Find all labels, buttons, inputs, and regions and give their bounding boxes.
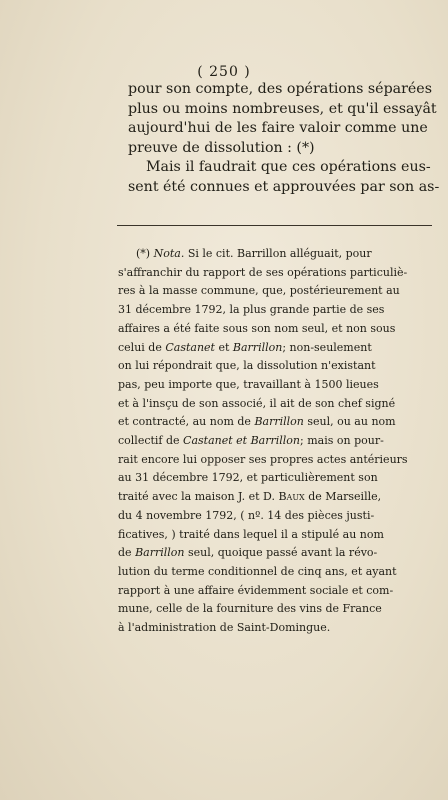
footnote-line: pas, peu importe que, travaillant à 1500 lieues (118, 377, 379, 391)
body-line: pour son compte, des opérations séparées (128, 81, 432, 97)
footnote-line: celui de Castanet et Barrillon; non-seulement (118, 340, 372, 354)
footnote-line: rapport à une affaire évidemment sociale et com- (118, 583, 394, 597)
footnote-line: du 4 novembre 1792, ( nº. 14 des pièces justi- (118, 508, 375, 522)
footnote-line: mune, celle de la fourniture des vins de France (118, 602, 382, 616)
footnote-line: 31 décembre 1792, la plus grande partie de ses (118, 303, 385, 317)
footnote-line: affaires a été faite sous son nom seul, et non sous (118, 321, 396, 335)
body-line: preuve de dissolution : (*) (128, 139, 315, 156)
footnote-separator-rule (117, 225, 432, 226)
footnote-line: rait encore lui opposer ses propres actes antérieurs (118, 452, 408, 466)
footnote-line: (*) Nota. Si le cit. Barrillon alléguait, pour (136, 247, 372, 260)
body-line: sent été connues et approuvées par son as- (128, 178, 440, 195)
body-paragraph (128, 80, 440, 197)
body-line: plus ou moins nombreuses, et qu'il essayât (128, 100, 437, 117)
footnote-line: s'affranchir du rapport de ses opérations particuliè- (118, 265, 408, 279)
footnote-line: ficatives, ) traité dans lequel il a stipulé au nom (118, 527, 384, 541)
footnote-line: au 31 décembre 1792, et particulièrement son (118, 471, 378, 485)
footnote-line: lution du terme conditionnel de cinq ans, et ayant (118, 564, 397, 578)
footnote-line: et contracté, au nom de Barrillon seul, ou au nom (118, 415, 396, 429)
footnote-line: et à l'insçu de son associé, il ait de son chef signé (118, 396, 396, 410)
footnote-line: collectif de Castanet et Barrillon; mais on pour- (118, 434, 384, 448)
footnote (118, 245, 436, 638)
footnote-line: on lui répondrait que, la dissolution n'existant (118, 359, 376, 373)
footnote-nota-label: Nota. (153, 247, 185, 260)
body-line: aujourd'hui de les faire valoir comme une (128, 120, 428, 136)
footnote-line: de Barrillon seul, quoique passé avant la révo- (118, 546, 378, 560)
footnote-line: à l'administration de Saint-Domingue. (118, 621, 331, 635)
body-line: Mais il faudrait que ces opérations eus- (146, 159, 431, 175)
footnote-line: res à la masse commune, que, postérieurement au (118, 284, 400, 298)
page-number: ( 250 ) (197, 64, 251, 80)
footnote-line: traité avec la maison J. et D. Baux de Marseille, (118, 490, 382, 504)
